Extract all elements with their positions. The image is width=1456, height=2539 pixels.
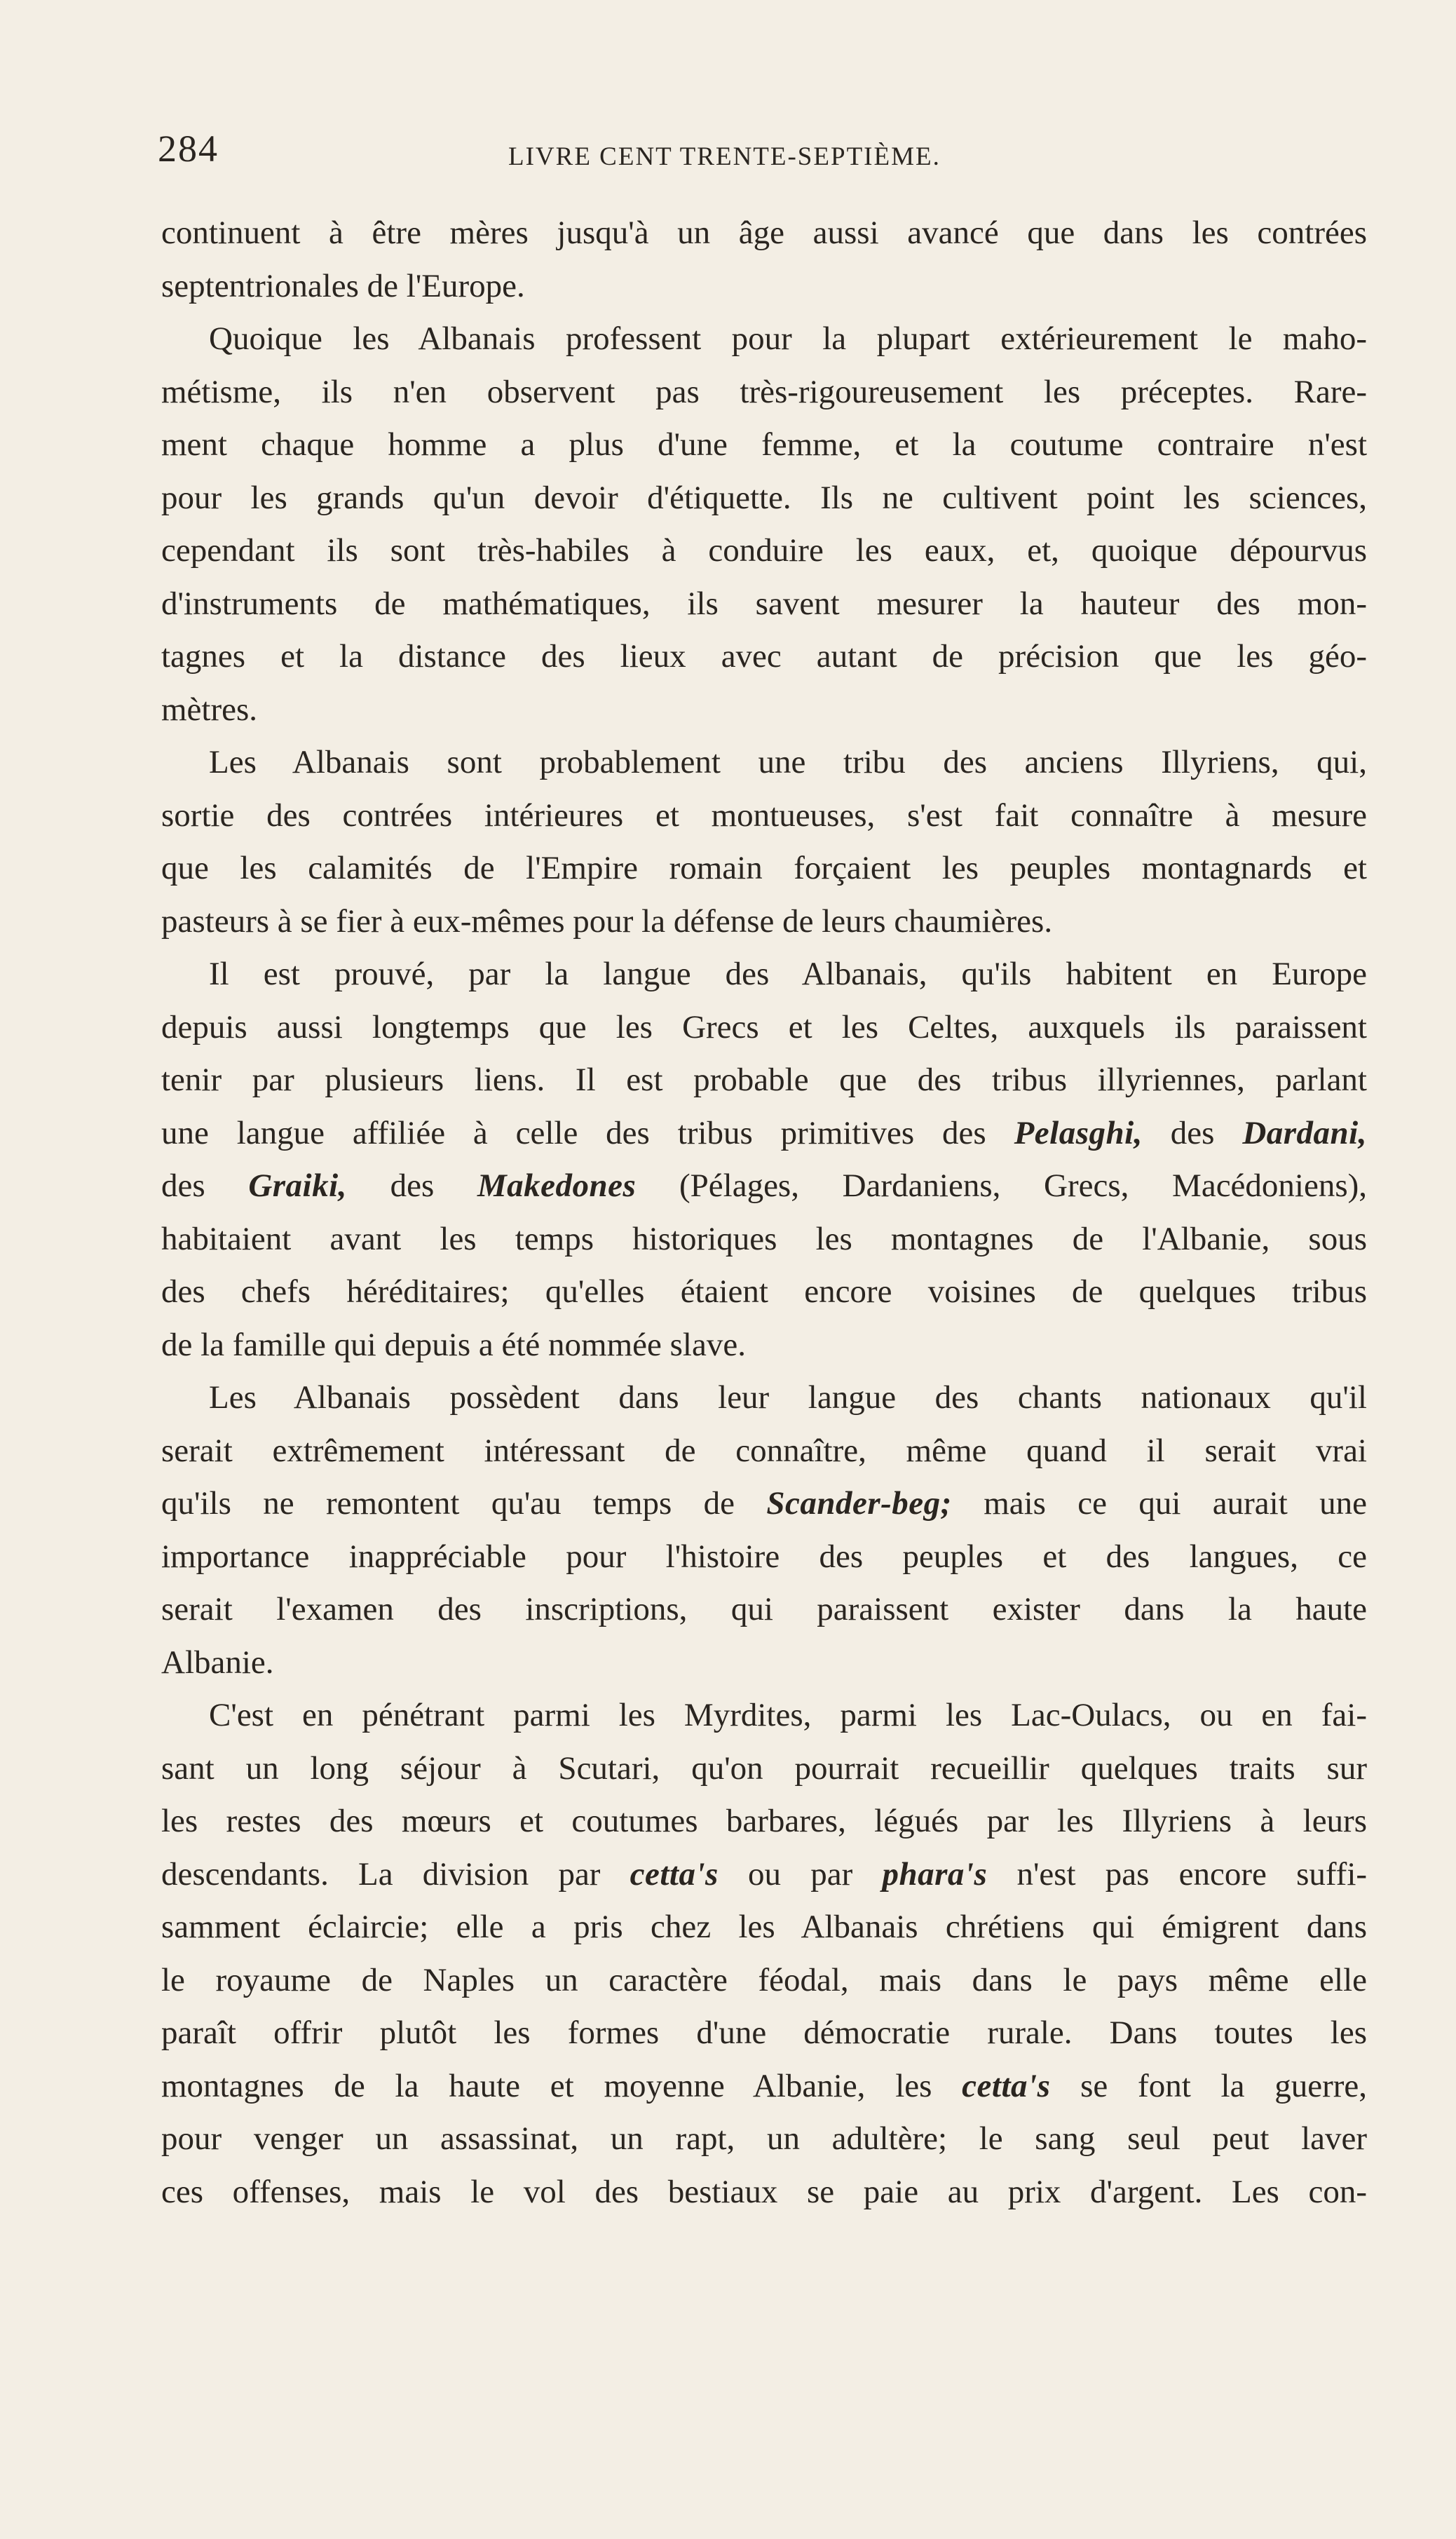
text-segment: ou par [748, 1855, 853, 1893]
text-line: Les Albanais possèdent dans leur langue des chants nationaux qu'il [209, 1379, 1367, 1416]
text-line: pasteurs à se fier à eux-mêmes pour la défense de leurs chaumières. [161, 902, 1053, 940]
italic-term: Pelasghi, [1014, 1114, 1143, 1151]
text-line: serait l'examen des inscriptions, qui paraissent exister dans la haute [161, 1591, 1367, 1627]
text-line: ces offenses, mais le vol des bestiaux se paie au prix d'argent. Les con- [161, 2173, 1367, 2210]
paragraph [161, 1372, 1367, 1689]
text-line: sortie des contrées intérieures et montueuses, s'est fait connaître à mesure [161, 797, 1367, 834]
text-line: samment éclaircie; elle a pris chez les Albanais chrétiens qui émigrent dans [161, 1909, 1367, 1945]
text-segment: des [161, 1167, 249, 1204]
text-segment: qu'ils ne remontent qu'au temps de [161, 1485, 767, 1522]
italic-term: phara's [882, 1855, 988, 1893]
text-line-mixed [161, 2060, 1367, 2113]
text-line: les restes des mœurs et coutumes barbares, légués par les Illyriens à leurs [161, 1803, 1367, 1839]
text-line: mètres. [161, 691, 258, 728]
text-line: sant un long séjour à Scutari, qu'on pourrait recueillir quelques traits sur [161, 1749, 1367, 1787]
text-segment: mais ce qui aurait une [984, 1485, 1367, 1522]
paragraph [161, 207, 1367, 313]
italic-term: cetta's [630, 1855, 719, 1893]
text-line: serait extrêmement intéressant de connaître, même quand il serait vrai [161, 1432, 1367, 1469]
italic-term: Dardani, [1242, 1114, 1367, 1151]
text-line: métisme, ils n'en observent pas très-rigoureusement les préceptes. Rare- [161, 373, 1367, 410]
text-line: Quoique les Albanais professent pour la plupart extérieurement le maho- [209, 320, 1367, 357]
text-line: que les calamités de l'Empire romain forçaient les peuples montagnards et [161, 850, 1367, 886]
text-line: continuent à être mères jusqu'à un âge aussi avancé que dans les contrées [161, 215, 1367, 251]
text-segment: des [390, 1167, 435, 1204]
text-line: importance inappréciable pour l'histoire des peuples et des langues, ce [161, 1538, 1367, 1575]
text-line-mixed [161, 1477, 1367, 1531]
text-line: habitaient avant les temps historiques les montagnes de l'Albanie, sous [161, 1220, 1367, 1257]
text-segment: montagnes de la haute et moyenne Albanie, les [161, 2067, 962, 2104]
text-line: pour les grands qu'un devoir d'étiquette. Ils ne cultivent point les sciences, [161, 479, 1367, 516]
text-line: C'est en pénétrant parmi les Myrdites, parmi les Lac-Oulacs, ou en fai- [209, 1697, 1367, 1733]
italic-term: Makedones [477, 1167, 637, 1204]
text-line: ment chaque homme a plus d'une femme, et la coutume contraire n'est [161, 426, 1367, 463]
body-text [161, 207, 1367, 2219]
text-line-mixed [161, 1107, 1367, 1160]
text-line: septentrionales de l'Europe. [161, 267, 525, 304]
text-line: tenir par plusieurs liens. Il est probable que des tribus illyriennes, parlant [161, 1062, 1367, 1098]
text-segment: des [1170, 1114, 1215, 1151]
page-header [158, 130, 1367, 186]
italic-term: Graiki, [248, 1167, 347, 1204]
text-line: d'instruments de mathématiques, ils savent mesurer la hauteur des mon- [161, 585, 1367, 622]
text-line: Il est prouvé, par la langue des Albanais, qu'ils habitent en Europe [209, 956, 1367, 992]
text-line: cependant ils sont très-habiles à conduire les eaux, et, quoique dépourvus [161, 532, 1367, 569]
text-segment: n'est pas encore suffi- [1016, 1855, 1368, 1893]
page-number: 284 [158, 128, 219, 170]
text-line: de la famille qui depuis a été nommée slave. [161, 1326, 746, 1363]
text-line: paraît offrir plutôt les formes d'une démocratie rurale. Dans toutes les [161, 2015, 1367, 2051]
text-segment: une langue affiliée à celle des tribus primitives des [161, 1114, 1014, 1151]
text-line: des chefs héréditaires; qu'elles étaient encore voisines de quelques tribus [161, 1273, 1367, 1310]
text-segment: (Pélages, Dardaniens, Grecs, Macédoniens), [679, 1167, 1368, 1204]
text-segment: descendants. La division par [161, 1855, 630, 1893]
paragraph [161, 313, 1367, 736]
running-head: LIVRE CENT TRENTE-SEPTIÈME. [508, 142, 941, 171]
text-line: Albanie. [161, 1644, 274, 1681]
text-line: Les Albanais sont probablement une tribu des anciens Illyriens, qui, [209, 744, 1367, 780]
text-line-mixed [161, 1160, 1367, 1213]
italic-term: cetta's [962, 2067, 1051, 2104]
text-line: tagnes et la distance des lieux avec autant de précision que les géo- [161, 638, 1367, 675]
text-line: depuis aussi longtemps que les Grecs et les Celtes, auxquels ils paraissent [161, 1008, 1367, 1045]
paragraph [161, 948, 1367, 1372]
paragraph [161, 736, 1367, 948]
text-segment: se font la guerre, [1080, 2067, 1367, 2104]
text-line: pour venger un assassinat, un rapt, un adultère; le sang seul peut laver [161, 2120, 1367, 2157]
text-line-mixed [161, 1848, 1367, 1902]
italic-term: Scander-beg; [766, 1485, 952, 1522]
paragraph [161, 1689, 1367, 2219]
text-line: le royaume de Naples un caractère féodal, mais dans le pays même elle [161, 1961, 1367, 1998]
